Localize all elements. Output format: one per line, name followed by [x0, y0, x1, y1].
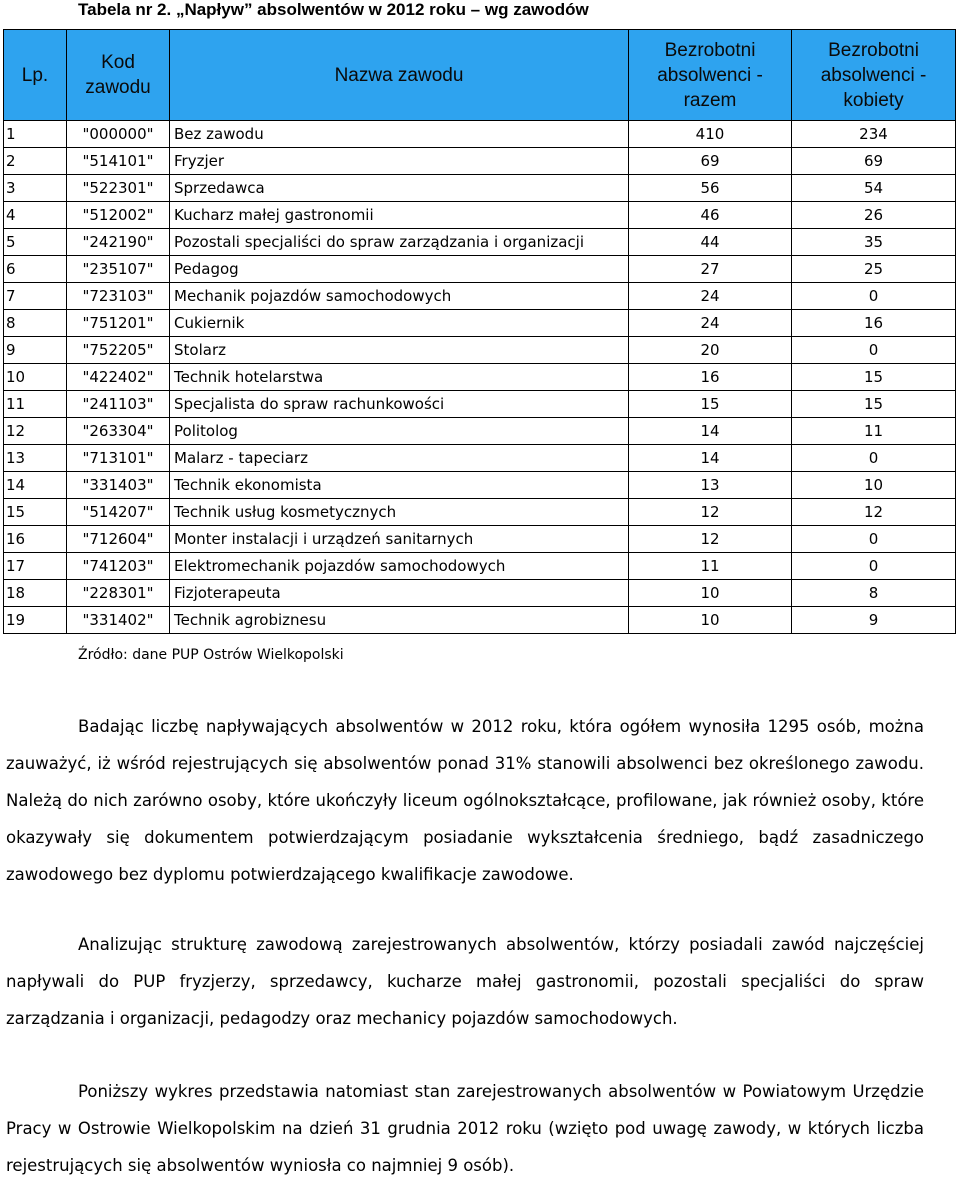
cell-code: "241103"	[67, 391, 170, 418]
cell-name: Elektromechanik pojazdów samochodowych	[170, 553, 629, 580]
cell-total: 12	[629, 526, 792, 553]
cell-total: 27	[629, 256, 792, 283]
source-note: Źródło: dane PUP Ostrów Wielkopolski	[78, 647, 344, 663]
table-row	[4, 283, 956, 310]
cell-lp: 11	[4, 391, 67, 418]
cell-name: Specjalista do spraw rachunkowości	[170, 391, 629, 418]
table-caption: Tabela nr 2. „Napływ” absolwentów w 2012 roku – wg zawodów	[78, 0, 589, 19]
cell-total: 10	[629, 580, 792, 607]
cell-lp: 1	[4, 121, 67, 148]
cell-total: 15	[629, 391, 792, 418]
cell-women: 10	[792, 472, 956, 499]
cell-women: 54	[792, 175, 956, 202]
table-row	[4, 202, 956, 229]
cell-lp: 9	[4, 337, 67, 364]
cell-name: Sprzedawca	[170, 175, 629, 202]
cell-lp: 5	[4, 229, 67, 256]
cell-women: 35	[792, 229, 956, 256]
paragraph-2: Analizując strukturę zawodową zarejestrowanych absolwentów, którzy posiadali zawód najczęściej napływali do PUP fryzjerzy, sprzedawcy, kucharze małej gastronomii, pozostali specjaliści do spraw zarządzania i organizacji, pedagodzy oraz mechanicy pojazdów samochodowych.	[6, 935, 924, 1028]
cell-code: "000000"	[67, 121, 170, 148]
graduates-table	[3, 29, 956, 634]
cell-name: Monter instalacji i urządzeń sanitarnych	[170, 526, 629, 553]
cell-name: Technik hotelarstwa	[170, 364, 629, 391]
cell-name: Mechanik pojazdów samochodowych	[170, 283, 629, 310]
cell-code: "741203"	[67, 553, 170, 580]
cell-name: Technik usług kosmetycznych	[170, 499, 629, 526]
cell-women: 15	[792, 391, 956, 418]
table-row	[4, 472, 956, 499]
cell-code: "751201"	[67, 310, 170, 337]
table-row	[4, 148, 956, 175]
cell-lp: 16	[4, 526, 67, 553]
cell-women: 69	[792, 148, 956, 175]
cell-code: "713101"	[67, 445, 170, 472]
cell-women: 16	[792, 310, 956, 337]
cell-code: "228301"	[67, 580, 170, 607]
cell-women: 12	[792, 499, 956, 526]
cell-code: "522301"	[67, 175, 170, 202]
cell-women: 9	[792, 607, 956, 634]
cell-women: 0	[792, 553, 956, 580]
table-row	[4, 121, 956, 148]
table-row	[4, 256, 956, 283]
cell-code: "514101"	[67, 148, 170, 175]
cell-lp: 7	[4, 283, 67, 310]
cell-lp: 15	[4, 499, 67, 526]
cell-code: "235107"	[67, 256, 170, 283]
table-row	[4, 580, 956, 607]
table-body	[4, 121, 956, 634]
cell-name: Politolog	[170, 418, 629, 445]
table-row	[4, 391, 956, 418]
header-name: Nazwa zawodu	[170, 30, 629, 121]
cell-code: "512002"	[67, 202, 170, 229]
cell-total: 12	[629, 499, 792, 526]
cell-name: Fryzjer	[170, 148, 629, 175]
cell-code: "242190"	[67, 229, 170, 256]
table-row	[4, 364, 956, 391]
table-row	[4, 499, 956, 526]
cell-name: Kucharz małej gastronomii	[170, 202, 629, 229]
table-row	[4, 445, 956, 472]
cell-total: 16	[629, 364, 792, 391]
header-lp: Lp.	[4, 30, 67, 121]
cell-total: 13	[629, 472, 792, 499]
cell-total: 410	[629, 121, 792, 148]
cell-name: Pedagog	[170, 256, 629, 283]
cell-lp: 4	[4, 202, 67, 229]
cell-total: 14	[629, 445, 792, 472]
cell-women: 8	[792, 580, 956, 607]
cell-lp: 17	[4, 553, 67, 580]
cell-total: 56	[629, 175, 792, 202]
cell-name: Technik agrobiznesu	[170, 607, 629, 634]
cell-lp: 13	[4, 445, 67, 472]
cell-code: "752205"	[67, 337, 170, 364]
cell-code: "422402"	[67, 364, 170, 391]
table-header-row	[4, 30, 956, 121]
cell-name: Cukiernik	[170, 310, 629, 337]
cell-total: 24	[629, 283, 792, 310]
cell-total: 24	[629, 310, 792, 337]
table-row	[4, 229, 956, 256]
paragraph-3: Poniższy wykres przedstawia natomiast stan zarejestrowanych absolwentów w Powiatowym Urzędzie Pracy w Ostrowie Wielkopolskim na dzień 31 grudnia 2012 roku (wzięto pod uwagę zawody, w których liczba rejestrujących się absolwentów wyniosła co najmniej 9 osób).	[6, 1082, 924, 1175]
table-row	[4, 526, 956, 553]
cell-women: 11	[792, 418, 956, 445]
cell-name: Technik ekonomista	[170, 472, 629, 499]
cell-total: 11	[629, 553, 792, 580]
cell-women: 0	[792, 526, 956, 553]
cell-lp: 8	[4, 310, 67, 337]
cell-total: 44	[629, 229, 792, 256]
cell-code: "331403"	[67, 472, 170, 499]
header-total: Bezrobotni absolwenci - razem	[629, 30, 792, 121]
cell-total: 10	[629, 607, 792, 634]
table-row	[4, 607, 956, 634]
header-code: Kod zawodu	[67, 30, 170, 121]
cell-code: "514207"	[67, 499, 170, 526]
cell-name: Malarz - tapeciarz	[170, 445, 629, 472]
table-row	[4, 418, 956, 445]
cell-lp: 3	[4, 175, 67, 202]
cell-women: 234	[792, 121, 956, 148]
paragraph-1: Badając liczbę napływających absolwentów w 2012 roku, która ogółem wynosiła 1295 osób, można zauważyć, iż wśród rejestrujących się absolwentów ponad 31% stanowili absolwenci bez określonego zawodu. Należą do nich zarówno osoby, które ukończyły liceum ogólnokształcące, profilowane, jak również osoby, które okazywały się dokumentem potwierdzającym posiadanie wykształcenia średniego, bądź zasadniczego zawodowego bez dyplomu potwierdzającego kwalifikacje zawodowe.	[6, 717, 924, 884]
cell-code: "723103"	[67, 283, 170, 310]
cell-lp: 19	[4, 607, 67, 634]
cell-code: "712604"	[67, 526, 170, 553]
cell-women: 26	[792, 202, 956, 229]
cell-lp: 10	[4, 364, 67, 391]
cell-code: "263304"	[67, 418, 170, 445]
cell-women: 0	[792, 445, 956, 472]
cell-name: Stolarz	[170, 337, 629, 364]
cell-total: 69	[629, 148, 792, 175]
cell-name: Pozostali specjaliści do spraw zarządzania i organizacji	[170, 229, 629, 256]
table-row	[4, 553, 956, 580]
cell-women: 0	[792, 283, 956, 310]
cell-women: 0	[792, 337, 956, 364]
cell-code: "331402"	[67, 607, 170, 634]
cell-total: 14	[629, 418, 792, 445]
cell-name: Fizjoterapeuta	[170, 580, 629, 607]
cell-lp: 14	[4, 472, 67, 499]
header-women: Bezrobotni absolwenci - kobiety	[792, 30, 956, 121]
cell-lp: 18	[4, 580, 67, 607]
cell-name: Bez zawodu	[170, 121, 629, 148]
cell-women: 15	[792, 364, 956, 391]
table-row	[4, 337, 956, 364]
cell-lp: 2	[4, 148, 67, 175]
cell-women: 25	[792, 256, 956, 283]
cell-lp: 12	[4, 418, 67, 445]
cell-lp: 6	[4, 256, 67, 283]
cell-total: 46	[629, 202, 792, 229]
cell-total: 20	[629, 337, 792, 364]
table-row	[4, 310, 956, 337]
table-row	[4, 175, 956, 202]
